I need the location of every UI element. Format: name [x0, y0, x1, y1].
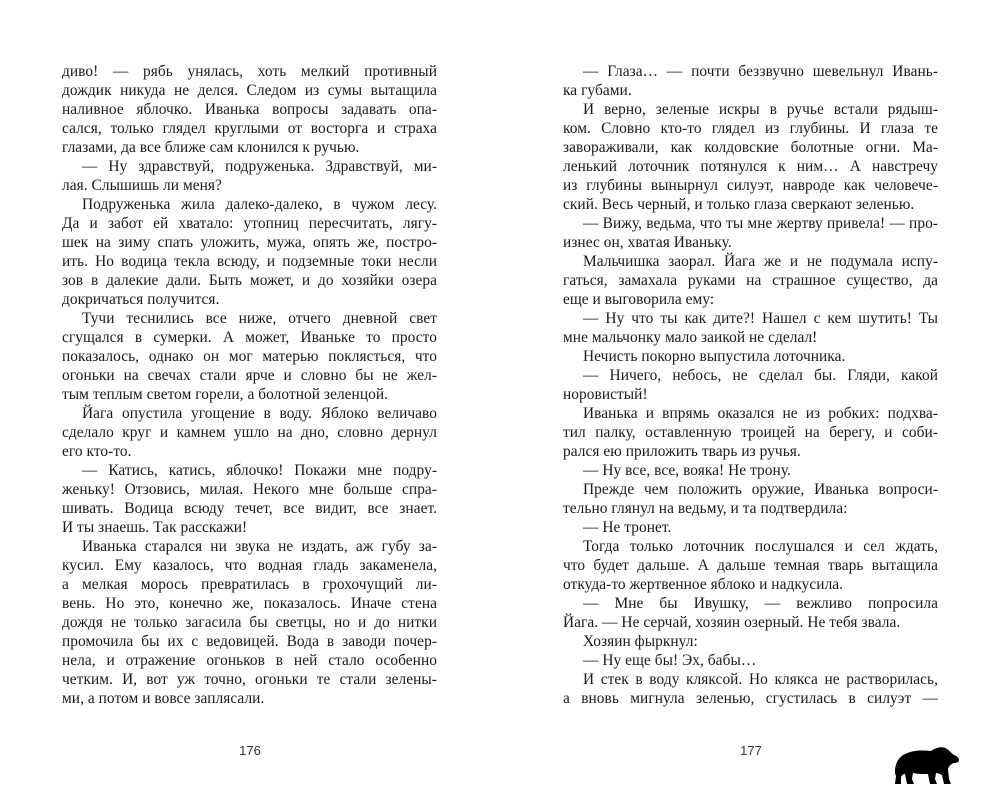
text-line: Подруженька жила далеко-далеко, в чужом лесу.: [82, 196, 437, 213]
text-line: И стек в воду кляксой. Но клякса не растворилась,: [583, 671, 938, 688]
text-line: Тучи теснились все ниже, отчего дневной свет: [82, 310, 437, 327]
text-line: — Катись, катись, яблочко! Покажи мне подру-: [82, 462, 437, 479]
text-line: И верно, зеленые искры в ручье встали рядыш-: [583, 101, 938, 118]
text-line: Иванька и впрямь оказался не из робких: подхва-: [583, 405, 938, 422]
text-line: женьку! Отзовись, милая. Некого мне больше спра-: [62, 481, 437, 498]
text-line: ленький лоточник потянулся к ним… А навстречу: [563, 158, 938, 175]
text-line: ми, а потом и вовсе заплясали.: [62, 690, 265, 707]
text-line: — Мне бы Ивушку, — вежливо попросила: [583, 595, 938, 612]
text-line: ка губами.: [563, 82, 632, 99]
text-line: шек на зиму спать уложить, мужа, опять же, постро-: [62, 234, 437, 251]
text-line: тил палку, оставленную троицей на берегу, и соби-: [563, 424, 938, 441]
text-line: еще и выговорила ему:: [563, 291, 715, 308]
bear-silhouette-icon: [893, 741, 961, 787]
text-line: его кто-то.: [62, 443, 132, 460]
text-line: — Глаза… — почти беззвучно шевельнул Ивань-: [583, 63, 938, 80]
text-line: сгущался в сумерки. А может, Иваньке то просто: [62, 329, 437, 346]
text-line: — Вижу, ведьма, что ты мне жертву привела! — про-: [583, 215, 938, 232]
left-page-text: [62, 62, 437, 722]
text-line: шивать. Водица всюду течет, все видит, все знает.: [62, 500, 437, 517]
text-line: ский. Весь черный, и только глаза сверкают зеленью.: [563, 196, 915, 213]
text-line: что будет дальше. А дальше темная тварь вытащила: [563, 557, 938, 574]
text-line: зов в далекие дали. Быть может, и до хозяйки озера: [62, 272, 437, 289]
text-line: из глубины вынырнул силуэт, навроде как человече-: [563, 177, 938, 194]
text-line: диво! — рябь унялась, хоть мелкий противный: [62, 63, 437, 80]
text-line: И ты знаешь. Так расскажи!: [62, 519, 248, 536]
text-line: тым теплым светом горели, а болотной зеленцой.: [62, 386, 389, 403]
text-line: изнес он, хватая Иваньку.: [563, 234, 732, 251]
right-page: [563, 62, 938, 722]
text-line: а мелкая морось превратилась в грохочущий ли-: [62, 576, 437, 593]
left-page: [62, 62, 437, 722]
text-line: Да и забот ей хватало: утопниц пересчитать, лягу-: [62, 215, 437, 232]
text-line: ить. Но водица текла всюду, и подземные токи несли: [62, 253, 437, 270]
text-line: — Ну что ты как дите?! Нашел с кем шутить! Ты: [583, 310, 938, 327]
text-line: кусил. Ему казалось, что водная гладь закаменела,: [62, 557, 437, 574]
text-line: Иванька старался ни звука не издать, аж губу за-: [82, 538, 437, 555]
text-line: мне мальчонку мало заикой не сделал!: [563, 329, 818, 346]
text-line: норовистый!: [563, 386, 648, 403]
text-line: сался, только глядел круглыми от восторга и страха: [62, 120, 437, 137]
text-line: рался ею приложить тварь из ручья.: [563, 443, 801, 460]
text-line: Йага. — Не серчай, хозяин озерный. Не тебя звала.: [563, 614, 901, 631]
text-line: лая. Слышишь ли меня?: [62, 177, 222, 194]
left-page-number: 176: [239, 743, 261, 758]
text-line: дождя не только загасила бы светцы, но и до нитки: [62, 614, 437, 631]
text-line: Хозяин фыркнул:: [583, 633, 698, 650]
text-line: — Ну еще бы! Эх, бабы…: [583, 652, 757, 669]
text-line: глазами, да все ближе сам клонился к ручью.: [62, 139, 360, 156]
text-line: сделало круг и камнем ушло на дно, словно дернул: [62, 424, 437, 441]
text-line: ком. Словно кто-то глядел из глубины. И глаза те: [563, 120, 938, 137]
text-line: наливное яблочко. Иванька вопросы задавать опа-: [62, 101, 437, 118]
text-line: а вновь мигнула зеленью, сгустилась в силуэт —: [563, 690, 938, 707]
text-line: Прежде чем положить оружие, Иванька вопроси-: [583, 481, 938, 498]
text-line: показалось, однако он мог матерью поклясться, что: [62, 348, 437, 365]
text-line: тельно глянул на ведьму, и та подтвердила:: [563, 500, 848, 517]
text-line: Нечисть покорно выпустила лоточника.: [583, 348, 846, 365]
text-line: четким. И, вот уж точно, огоньки те стали зелены-: [62, 671, 437, 688]
text-line: гаться, замахала руками на страшное существо, да: [563, 272, 938, 289]
text-line: — Ну здравствуй, подруженька. Здравствуй, ми-: [82, 158, 437, 175]
text-line: завораживали, как колдовские болотные огни. Ма-: [563, 139, 938, 156]
text-line: — Ну все, все, вояка! Не трону.: [583, 462, 791, 479]
right-page-number: 177: [740, 743, 762, 758]
right-page-text: [563, 62, 938, 722]
text-line: огоньки на свечах стали ярче и словно бы не жел-: [62, 367, 437, 384]
text-line: Тогда только лоточник послушался и сел ждать,: [583, 538, 938, 555]
text-line: докричаться получится.: [62, 291, 220, 308]
text-line: вень. Но это, конечно же, показалось. Иначе стена: [62, 595, 437, 612]
text-line: — Не тронет.: [583, 519, 672, 536]
text-line: откуда-то жертвенное яблоко и надкусила.: [563, 576, 844, 593]
text-line: нела, и отражение огоньков в ней стало особенно: [62, 652, 437, 669]
text-line: — Ничего, небось, не сделал бы. Гляди, какой: [583, 367, 938, 384]
text-line: Мальчишка заорал. Йага же и не подумала испу-: [583, 253, 938, 270]
text-line: Йага опустила угощение в воду. Яблоко величаво: [82, 405, 437, 422]
text-line: промочила бы их с ведовицей. Вода в заводи почер-: [62, 633, 437, 650]
text-line: дождик никуда не делся. Следом из сумы вытащила: [62, 82, 437, 99]
